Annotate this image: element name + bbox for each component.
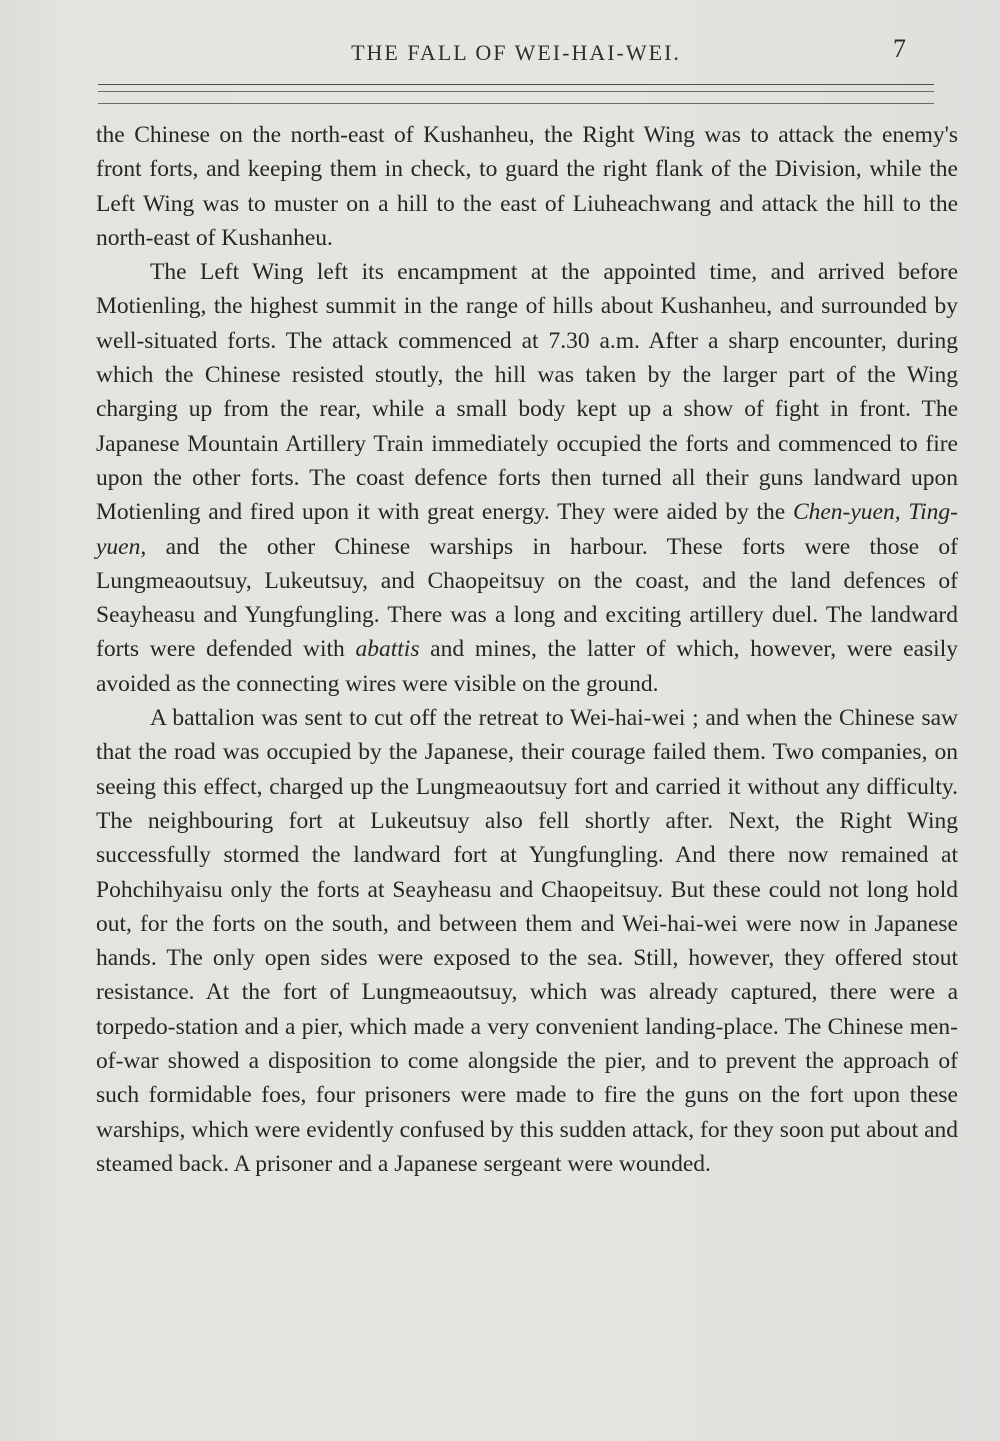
header-rule-top	[98, 84, 934, 85]
header-rule-bottom	[98, 103, 934, 104]
paragraph-continued: the Chinese on the north-east of Kushanheu, the Right Wing was to attack the enemy's front forts, and keeping them in check, to guard the right flank of the Division, while the Left Wing was to muster on a hill to the east of Liuheachwang and attack the hill to the north-east of Kushanheu.	[96, 122, 958, 251]
running-head	[96, 36, 936, 76]
ship-name-ting-yuen: Ting-yuen,	[96, 499, 959, 560]
paragraph-text: and the other Chinese warships in harbour. These forts were those of Lungmeaoutsuy, Lukeutsuy, and Chaopeitsuy on the coast, and the land defences of Seayheasu and Yungfungling. There was a long and exciting artillery duel. The landward forts were defended with	[96, 533, 958, 663]
italic-term-abattis: abattis	[355, 636, 420, 663]
paragraph-text: and mines, the latter of which, however, were easily avoided as the connecting wires were visible on the ground.	[96, 636, 958, 697]
ship-name-chen-yuen: Chen-yuen,	[792, 499, 901, 526]
paragraph-left-wing-attack	[96, 255, 958, 701]
page-number: 7	[893, 34, 906, 63]
paragraph-text: The Left Wing left its encampment at the appointed time, and arrived before Motienling, the highest summit in the range of hills about Kushanheu, and surrounded by well-situated forts. The attack commenced at 7.30 a.m. After a sharp encounter, during which the Chinese resisted stoutly, the hill was taken by the larger part of the Wing charging up from the rear, while a small body kept up a show of fight in front. The Japanese Mountain Artillery Train immediately occupied the forts and commenced to fire upon the other forts. The coast defence forts then turned all their guns landward upon Motienling and fired upon it with great energy. They were aided by the	[96, 259, 958, 526]
paragraph-battalion-retreat: A battalion was sent to cut off the retreat to Wei-hai-wei ; and when the Chinese saw that the road was occupied by the Japanese, their courage failed them. Two companies, on seeing this effect, charged up the Lungmeaoutsuy fort and carried it without any difficulty. The neighbouring fort at Lukeutsuy also fell shortly after. Next, the Right Wing successfully stormed the landward fort at Yungfungling. And there now remained at Pohchihyaisu only the forts at Seayheasu and Chaopeitsuy. But these could not long hold out, for the forts on the south, and between them and Wei-hai-wei were now in Japanese hands. The only open sides were exposed to the sea. Still, however, they offered stout resistance. At the fort of Lungmeaoutsuy, which was already captured, there were a torpedo-station and a pier, which made a very convenient landing-place. The Chinese men-of-war showed a disposition to come alongside the pier, and to prevent the approach of such formidable foes, four prisoners were made to fire the guns on the fort upon these warships, which were evidently confused by this sudden attack, for they soon put about and steamed back. A prisoner and a Japanese sergeant were wounded.	[96, 705, 958, 1177]
header-rule-middle	[98, 91, 934, 92]
body-text	[96, 118, 958, 1181]
running-title: THE FALL OF WEI-HAI-WEI.	[351, 40, 681, 65]
